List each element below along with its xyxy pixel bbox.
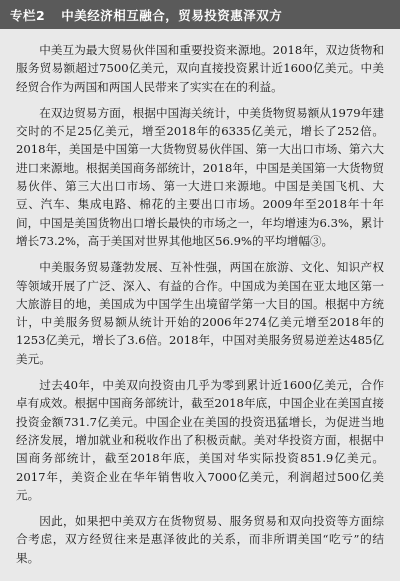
paragraph-investment: 过去40年，中美双向投资由几乎为零到累计近1600亿美元，合作卓有成效。根据中国商务部统计，截至2018年底，中国企业在美国直接投资金额731.7亿美元。中国企业在美国的投资迅猛增长，为促进当地经济发展，增加就业和税收作出了积极贡献。美对华投资方面，根据中国商务部统计，截至2018年底，美国对华实际投资851.9亿美元。2017年，美资企业在华年销售收入7000亿美元，利润超过500亿美元。 bbox=[16, 378, 384, 502]
paragraph-conclusion: 因此，如果把中美双方在货物贸易、服务贸易和双向投资等方面综合考虑，双方经贸往来是惠泽彼此的关系，而非所谓美国“吃亏”的结果。 bbox=[16, 514, 384, 565]
column-body bbox=[0, 29, 400, 567]
paragraph-services-trade: 中美服务贸易蓬勃发展、互补性强，两国在旅游、文化、知识产权等领域开展了广泛、深入、有益的合作。中国成为美国在亚太地区第一大旅游目的地，美国成为中国学生出境留学第一大目的国。根据中方统计，中美服务贸易额从统计开始的2006年274亿美元增至2018年的1253亿美元，增长了3.6倍。2018年，中国对美服务贸易逆差达485亿美元。 bbox=[16, 260, 384, 366]
paragraph-goods-trade: 在双边贸易方面，根据中国海关统计，中美货物贸易额从1979年建交时的不足25亿美元，增至2018年的6335亿美元，增长了252倍。2018年，美国是中国第一大货物贸易伙伴国、第一大出口市场、第六大进口来源地。根据美国商务部统计，2018年，中国是美国第一大货物贸易伙伴、第三大出口市场、第一大进口来源地。中国是美国飞机、大豆、汽车、集成电路、棉花的主要出口市场。2009年至2018年十年间，中国是美国货物出口增长最快的市场之一，年均增速为6.3%，累计增长73.2%，高于美国对世界其他地区56.9%的平均增幅③。 bbox=[16, 105, 384, 248]
column-title: 中美经济相互融合，贸易投资惠泽双方 bbox=[61, 7, 283, 23]
paragraph-intro: 中美互为最大贸易伙伴国和重要投资来源地。2018年，双边货物和服务贸易额超过7500亿美元，双向直接投资累计近1600亿美元。中美经贸合作为两国和两国人民带来了实实在在的利益。 bbox=[16, 43, 384, 94]
column-number: 专栏2 bbox=[10, 7, 46, 23]
column-header bbox=[0, 0, 400, 29]
